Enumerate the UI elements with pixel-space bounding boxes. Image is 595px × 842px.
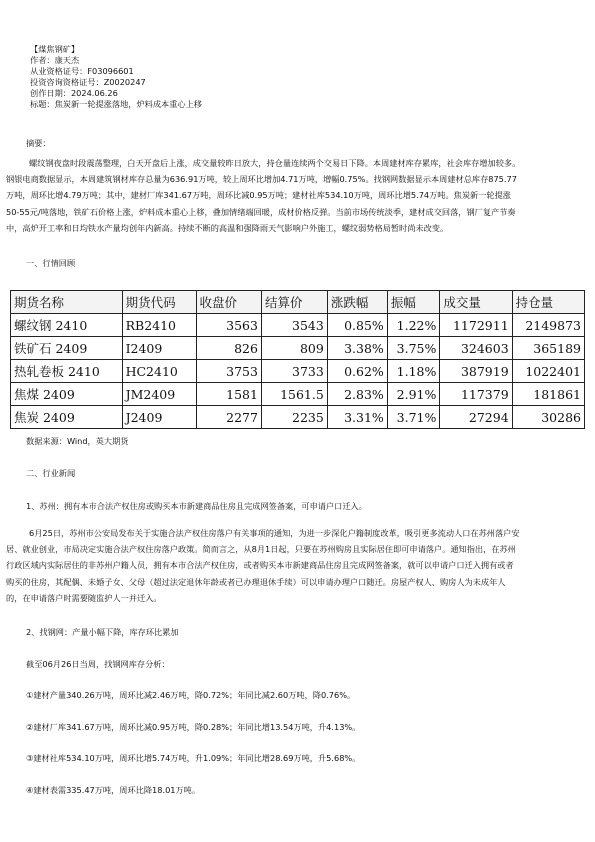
table-cell: 1.18% <box>387 360 440 383</box>
report-date: 创作日期：2024.06.26 <box>30 88 118 98</box>
table-cell: 0.62% <box>327 360 387 383</box>
data-source-note: 数据来源：Wind，英大期货 <box>26 436 129 446</box>
table-cell: 3.71% <box>387 406 440 429</box>
table-cell: 27294 <box>440 406 512 429</box>
report-metadata <box>30 44 202 110</box>
table-cell: 1.22% <box>387 314 440 337</box>
table-cell: 1022401 <box>512 360 584 383</box>
report-tag: 【煤焦钢矿】 <box>30 44 80 54</box>
table-cell: 324603 <box>440 337 512 360</box>
table-cell: 387919 <box>440 360 512 383</box>
column-header: 成交量 <box>440 291 512 314</box>
practice-certificate: 从业资格证号：F03096601 <box>30 66 134 76</box>
table-cell: 2277 <box>196 406 261 429</box>
news-line: 购买的住房，其配偶、未婚子女、父母（超过法定退休年龄或者已办理退休手续）可以申请办理户口随迁。房屋产权人、购房人为未成年人 <box>6 576 506 587</box>
table-row <box>11 383 585 406</box>
table-cell: 3733 <box>261 360 327 383</box>
news-line: 6月25日，苏州市公安局发布关于实施合法产权住房落户有关事项的通知，为进一步深化户籍制度改革，吸引更多流动人口在苏州落户安 <box>29 528 520 538</box>
column-header: 期货名称 <box>11 291 123 314</box>
table-cell: 热轧卷板 2410 <box>11 360 123 383</box>
inventory-item: ④建材表需335.47万吨，周环比降18.01万吨。 <box>26 785 201 795</box>
table-row <box>11 360 585 383</box>
table-cell: 1561.5 <box>261 383 327 406</box>
section-heading-industry-news: 二、行业新闻 <box>26 468 76 478</box>
news-heading-suzhou: 1、苏州：拥有本市合法产权住房或购买本市新建商品住房且完成网签备案，可申请户口迁入。 <box>26 501 367 511</box>
table-cell: 0.85% <box>327 314 387 337</box>
report-author: 作者：康天杰 <box>30 55 80 65</box>
abstract-heading: 摘要： <box>26 138 51 148</box>
table-cell: 3.38% <box>327 337 387 360</box>
table-header-row <box>11 291 585 314</box>
table-row <box>11 406 585 429</box>
abstract-line: 钢银电商数据显示，本周建筑钢材库存总量为636.91万吨，较上周环比增加4.71万吨，增幅0.75%。找钢网数据显示本周建材总库存875.77 <box>6 174 517 185</box>
column-header: 结算价 <box>261 291 327 314</box>
table-row <box>11 337 585 360</box>
table-cell: 螺纹钢 2410 <box>11 314 123 337</box>
inventory-item: ③建材社库534.10万吨，周环比增5.74万吨，升1.09%；年同比增28.69万吨，升5.68%。 <box>26 753 361 763</box>
table-cell: 3.75% <box>387 337 440 360</box>
table-cell: 3753 <box>196 360 261 383</box>
table-cell: 3563 <box>196 314 261 337</box>
table-cell: 焦炭 2409 <box>11 406 123 429</box>
news-heading-zhaogang: 2、找钢网：产量小幅下降，库存环比累加 <box>26 627 179 637</box>
report-title: 标题：焦炭新一轮提涨落地，炉料成本重心上移 <box>30 99 202 109</box>
table-cell: 117379 <box>440 383 512 406</box>
table-cell: RB2410 <box>122 314 196 337</box>
table-row <box>11 314 585 337</box>
table-cell: 30286 <box>512 406 584 429</box>
table-cell: 826 <box>196 337 261 360</box>
table-cell: 2.83% <box>327 383 387 406</box>
table-cell: 2.91% <box>387 383 440 406</box>
abstract-line: 中，高炉开工率和日均铁水产量均创年内新高。持续不断的高温和强降雨天气影响户外施工，螺纹弱势格局暂时尚未改变。 <box>6 222 449 233</box>
column-header: 涨跌幅 <box>327 291 387 314</box>
table-cell: 3.31% <box>327 406 387 429</box>
abstract-line: 万吨，周环比增4.79万吨；其中，建材厂库341.67万吨，周环比减0.95万吨；建材社库534.10万吨，周环比增5.74万吨。焦炭新一轮提涨 <box>6 190 511 201</box>
table-cell: 2235 <box>261 406 327 429</box>
news-line: 居、就业创业，市局决定实施合法产权住房落户政策。简而言之，从8月1日起，只要在苏州购房且实际居住即可申请落户。通知指出，在苏州 <box>6 544 516 555</box>
table-cell: HC2410 <box>122 360 196 383</box>
column-header: 持仓量 <box>512 291 584 314</box>
news-line: 行政区域内实际居住的非苏州户籍人员，拥有本市合法产权住房，或者购买本市新建商品住房且完成网签备案，就可以申请户口迁入拥有或者 <box>6 560 514 571</box>
table-cell: 3543 <box>261 314 327 337</box>
abstract-body <box>6 155 589 236</box>
table-cell: JM2409 <box>122 383 196 406</box>
table-cell: 1581 <box>196 383 261 406</box>
table-cell: 181861 <box>512 383 584 406</box>
abstract-line: 50-55元/吨落地，铁矿石价格上涨，炉料成本重心上移，叠加情绪端回暖，成材价格反弹。当前市场传统淡季，建材成交回落，钢厂复产节奏 <box>6 206 516 217</box>
table-cell: J2409 <box>122 406 196 429</box>
table-cell: 1172911 <box>440 314 512 337</box>
news-body-suzhou <box>6 525 589 606</box>
table-cell: I2409 <box>122 337 196 360</box>
column-header: 期货代码 <box>122 291 196 314</box>
table-cell: 2149873 <box>512 314 584 337</box>
abstract-line: 螺纹钢夜盘时段震荡整理，白天开盘后上涨，成交量较昨日放大，持仓量连续两个交易日下降。本周建材库存累库，社会库存增加较多。 <box>29 158 521 168</box>
table-cell: 809 <box>261 337 327 360</box>
column-header: 振幅 <box>387 291 440 314</box>
advisory-certificate: 投资咨询资格证号：Z0020247 <box>30 77 146 87</box>
futures-quote-table <box>10 290 585 429</box>
news-intro-zhaogang: 截至06月26日当周，找钢网库存分析： <box>26 659 170 669</box>
news-line: 的，在申请落户时需要随监护人一并迁入。 <box>6 592 162 603</box>
section-heading-market-review: 一、行情回顾 <box>26 258 76 268</box>
column-header: 收盘价 <box>196 291 261 314</box>
table-cell: 铁矿石 2409 <box>11 337 123 360</box>
inventory-item: ①建材产量340.26万吨，周环比减2.46万吨，降0.72%；年同比减2.60万吨，降0.76%。 <box>26 690 356 700</box>
table-cell: 365189 <box>512 337 584 360</box>
table-cell: 焦煤 2409 <box>11 383 123 406</box>
inventory-item: ②建材厂库341.67万吨，周环比减0.95万吨，降0.28%；年同比增13.54万吨，升4.13%。 <box>26 722 361 732</box>
